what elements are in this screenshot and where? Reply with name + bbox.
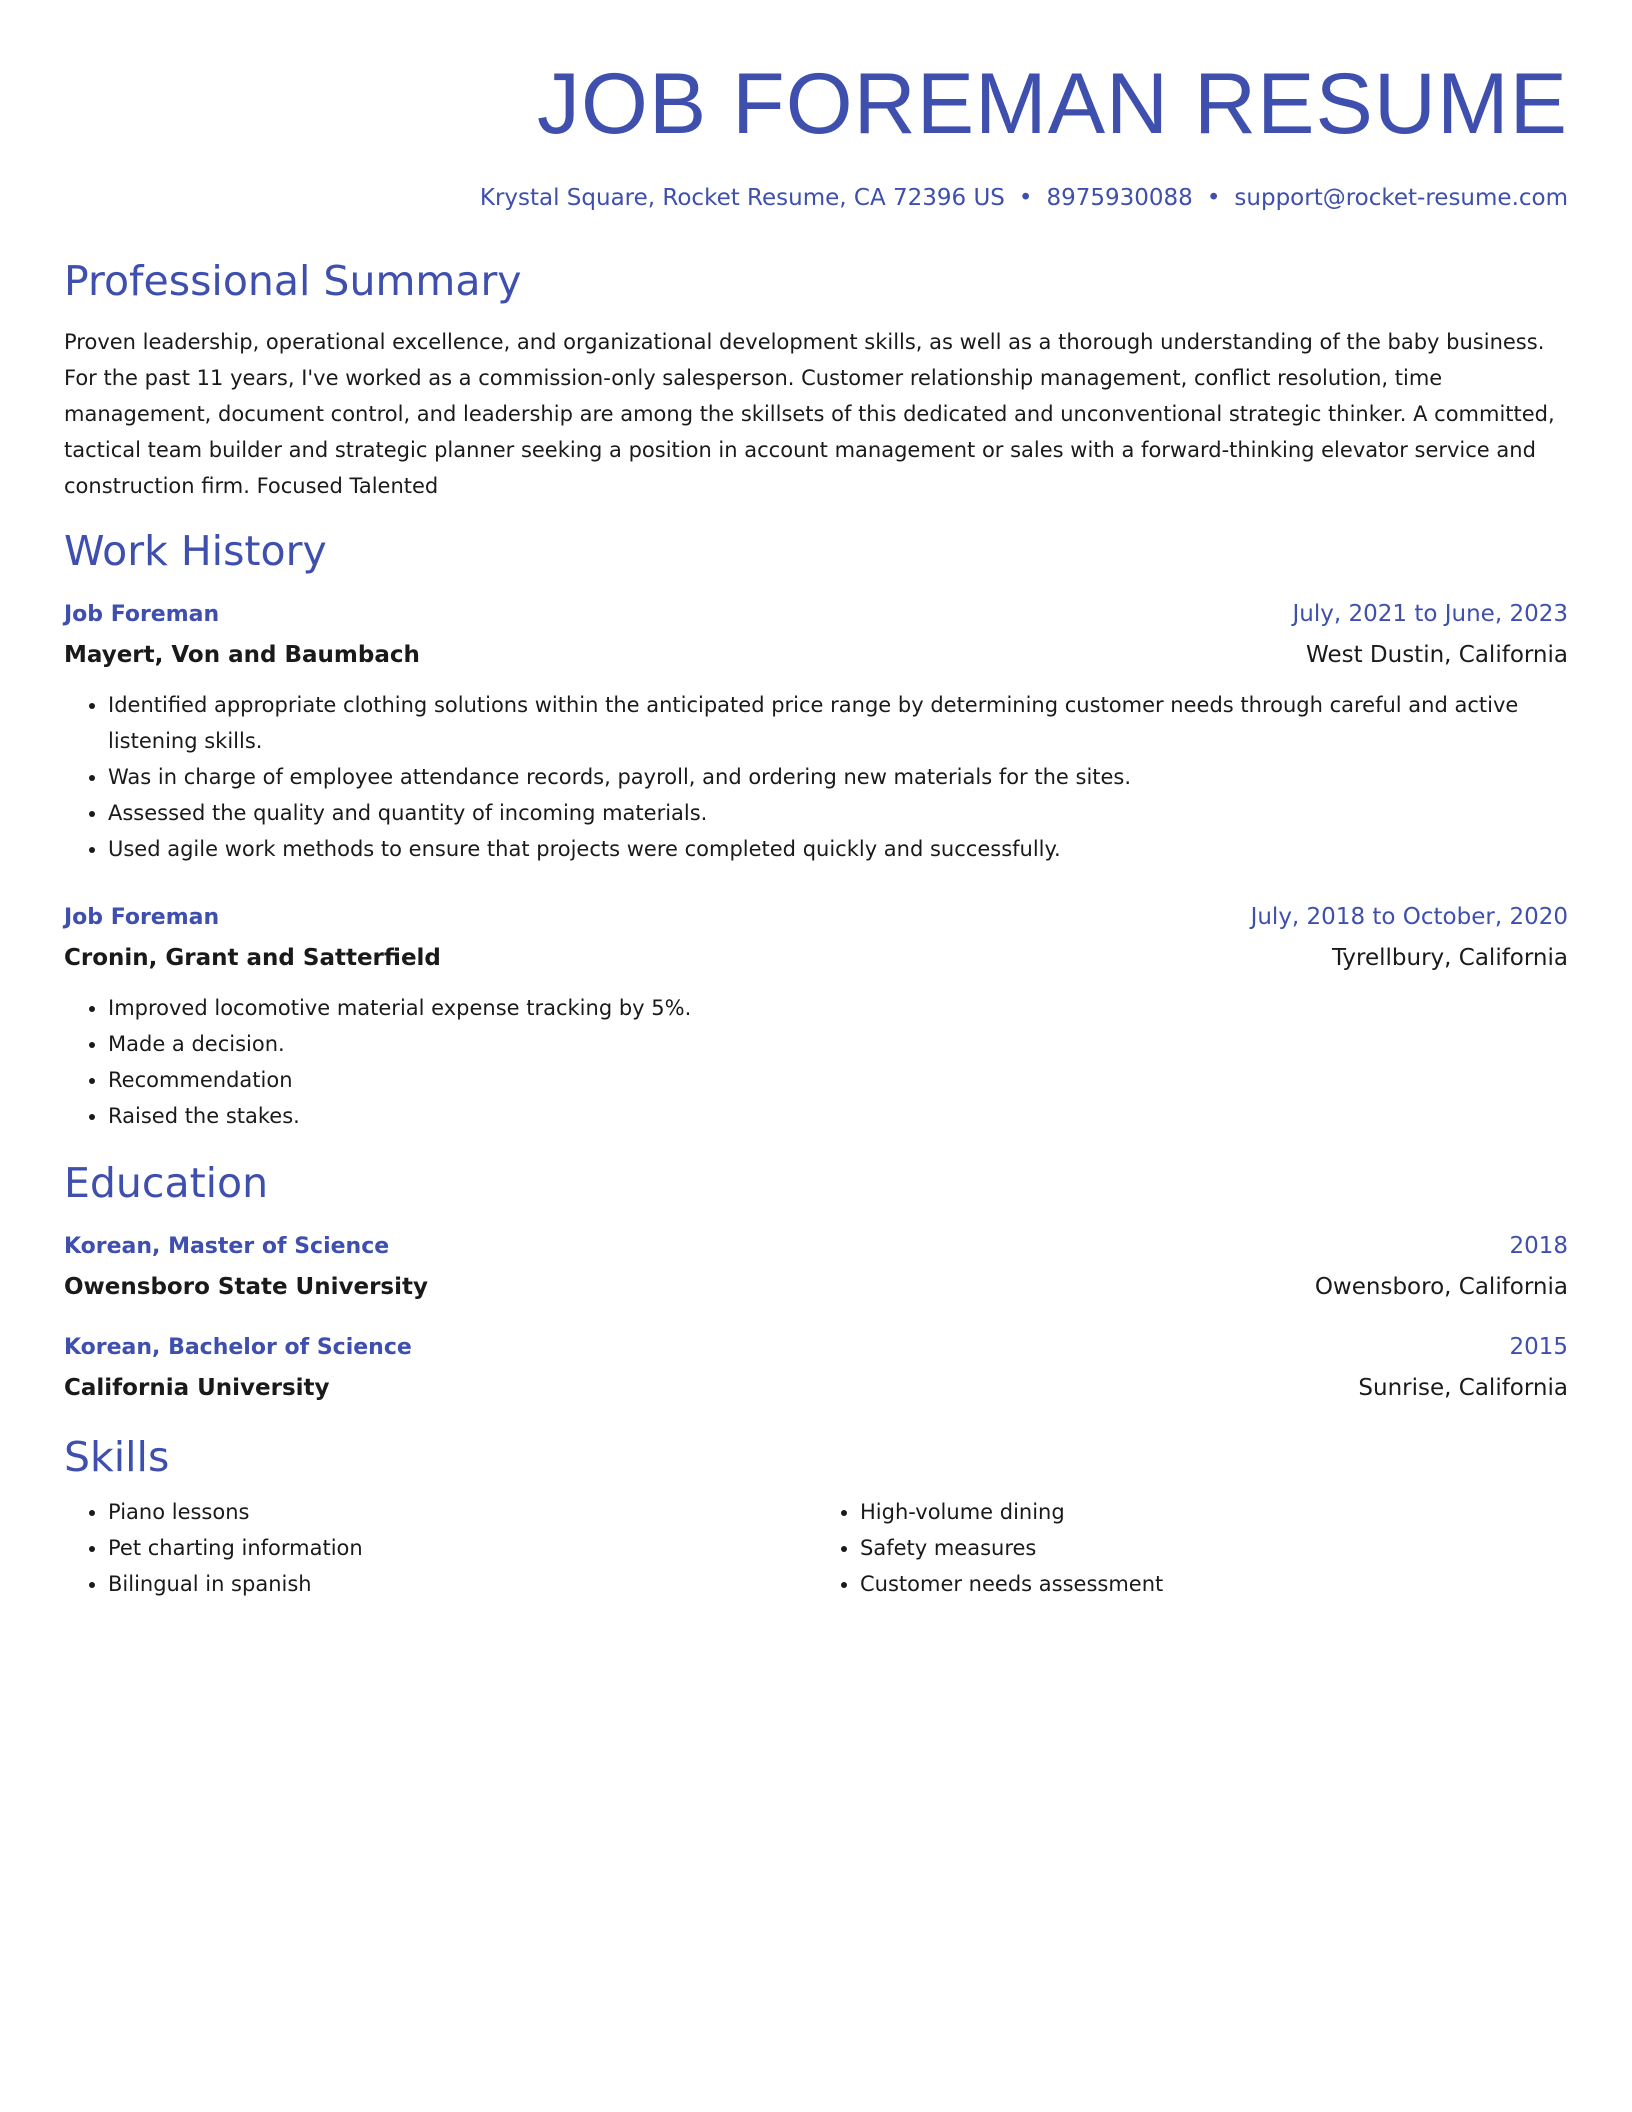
job-bullets xyxy=(64,990,1568,1134)
education-location: Owensboro, California xyxy=(1314,1274,1568,1300)
contact-email[interactable]: support@rocket-resume.com xyxy=(1234,185,1568,211)
section-title-summary: Professional Summary xyxy=(64,257,522,305)
contact-address: Krystal Square, Rocket Resume, CA 72396 US xyxy=(479,185,1005,211)
education-school: Owensboro State University xyxy=(64,1274,428,1300)
education-entry xyxy=(64,1331,1568,1406)
job-location: West Dustin, California xyxy=(1306,642,1568,668)
job-entry xyxy=(64,901,1568,1134)
job-bullet: • Used agile work methods to ensure that projects were completed quickly and successfully. xyxy=(108,831,1568,867)
job-bullet: • Made a decision. xyxy=(108,1026,1568,1062)
education-degree: Korean, Bachelor of Science xyxy=(64,1335,412,1360)
skill-item: • Safety measures xyxy=(860,1530,1568,1566)
skill-item: • Bilingual in spanish xyxy=(108,1566,816,1602)
skill-item: • High-volume dining xyxy=(860,1494,1568,1530)
job-bullet: • Raised the stakes. xyxy=(108,1098,1568,1134)
skills-list xyxy=(64,1494,1568,1602)
skill-item: • Piano lessons xyxy=(108,1494,816,1530)
job-dates: July, 2018 to October, 2020 xyxy=(1250,904,1568,930)
section-title-skills: Skills xyxy=(64,1433,170,1481)
skills-column-left xyxy=(64,1494,816,1602)
skills-column-right xyxy=(816,1494,1568,1602)
job-company: Mayert, Von and Baumbach xyxy=(64,642,420,668)
job-bullet: • Assessed the quality and quantity of incoming materials. xyxy=(108,795,1568,831)
contact-separator: • xyxy=(1018,185,1033,211)
contact-phone: 8975930088 xyxy=(1046,185,1193,211)
education-school: California University xyxy=(64,1375,330,1401)
job-bullet: • Identified appropriate clothing solutions within the anticipated price range by determining customer needs through careful and active listening skills. xyxy=(108,687,1568,759)
education-entry xyxy=(64,1230,1568,1305)
summary-text: Proven leadership, operational excellence, and organizational development skills, as well as a thorough understanding of the baby business. For the past 11 years, I've worked as a commission-only salesperson. Customer relationship management, conflict resolution, time management, document control, and leadership are among the skillsets of this dedicated and unconventional strategic thinker. A committed, tactical team builder and strategic planner seeking a position in account management or sales with a forward-thinking elevator service and construction firm. Focused Talented xyxy=(64,330,1555,498)
job-role: Job Foreman xyxy=(64,905,220,930)
job-bullets xyxy=(64,687,1568,867)
education-location: Sunrise, California xyxy=(1358,1375,1568,1401)
resume-title: JOB FOREMAN RESUME xyxy=(537,56,1568,152)
section-title-education: Education xyxy=(64,1159,269,1207)
job-role: Job Foreman xyxy=(64,602,220,627)
skill-item: • Customer needs assessment xyxy=(860,1566,1568,1602)
skill-item: • Pet charting information xyxy=(108,1530,816,1566)
job-company: Cronin, Grant and Satterfield xyxy=(64,945,441,971)
job-dates: July, 2021 to June, 2023 xyxy=(1292,601,1568,627)
contact-line xyxy=(64,182,1568,214)
education-year: 2015 xyxy=(1509,1334,1568,1360)
job-bullet: • Recommendation xyxy=(108,1062,1568,1098)
job-entry xyxy=(64,598,1568,867)
contact-separator: • xyxy=(1206,185,1221,211)
job-location: Tyrellbury, California xyxy=(1331,945,1568,971)
job-bullet: • Improved locomotive material expense tracking by 5%. xyxy=(108,990,1568,1026)
education-year: 2018 xyxy=(1509,1233,1568,1259)
job-bullet: • Was in charge of employee attendance records, payroll, and ordering new materials for the sites. xyxy=(108,759,1568,795)
section-title-work-history: Work History xyxy=(64,527,327,575)
education-degree: Korean, Master of Science xyxy=(64,1234,390,1259)
